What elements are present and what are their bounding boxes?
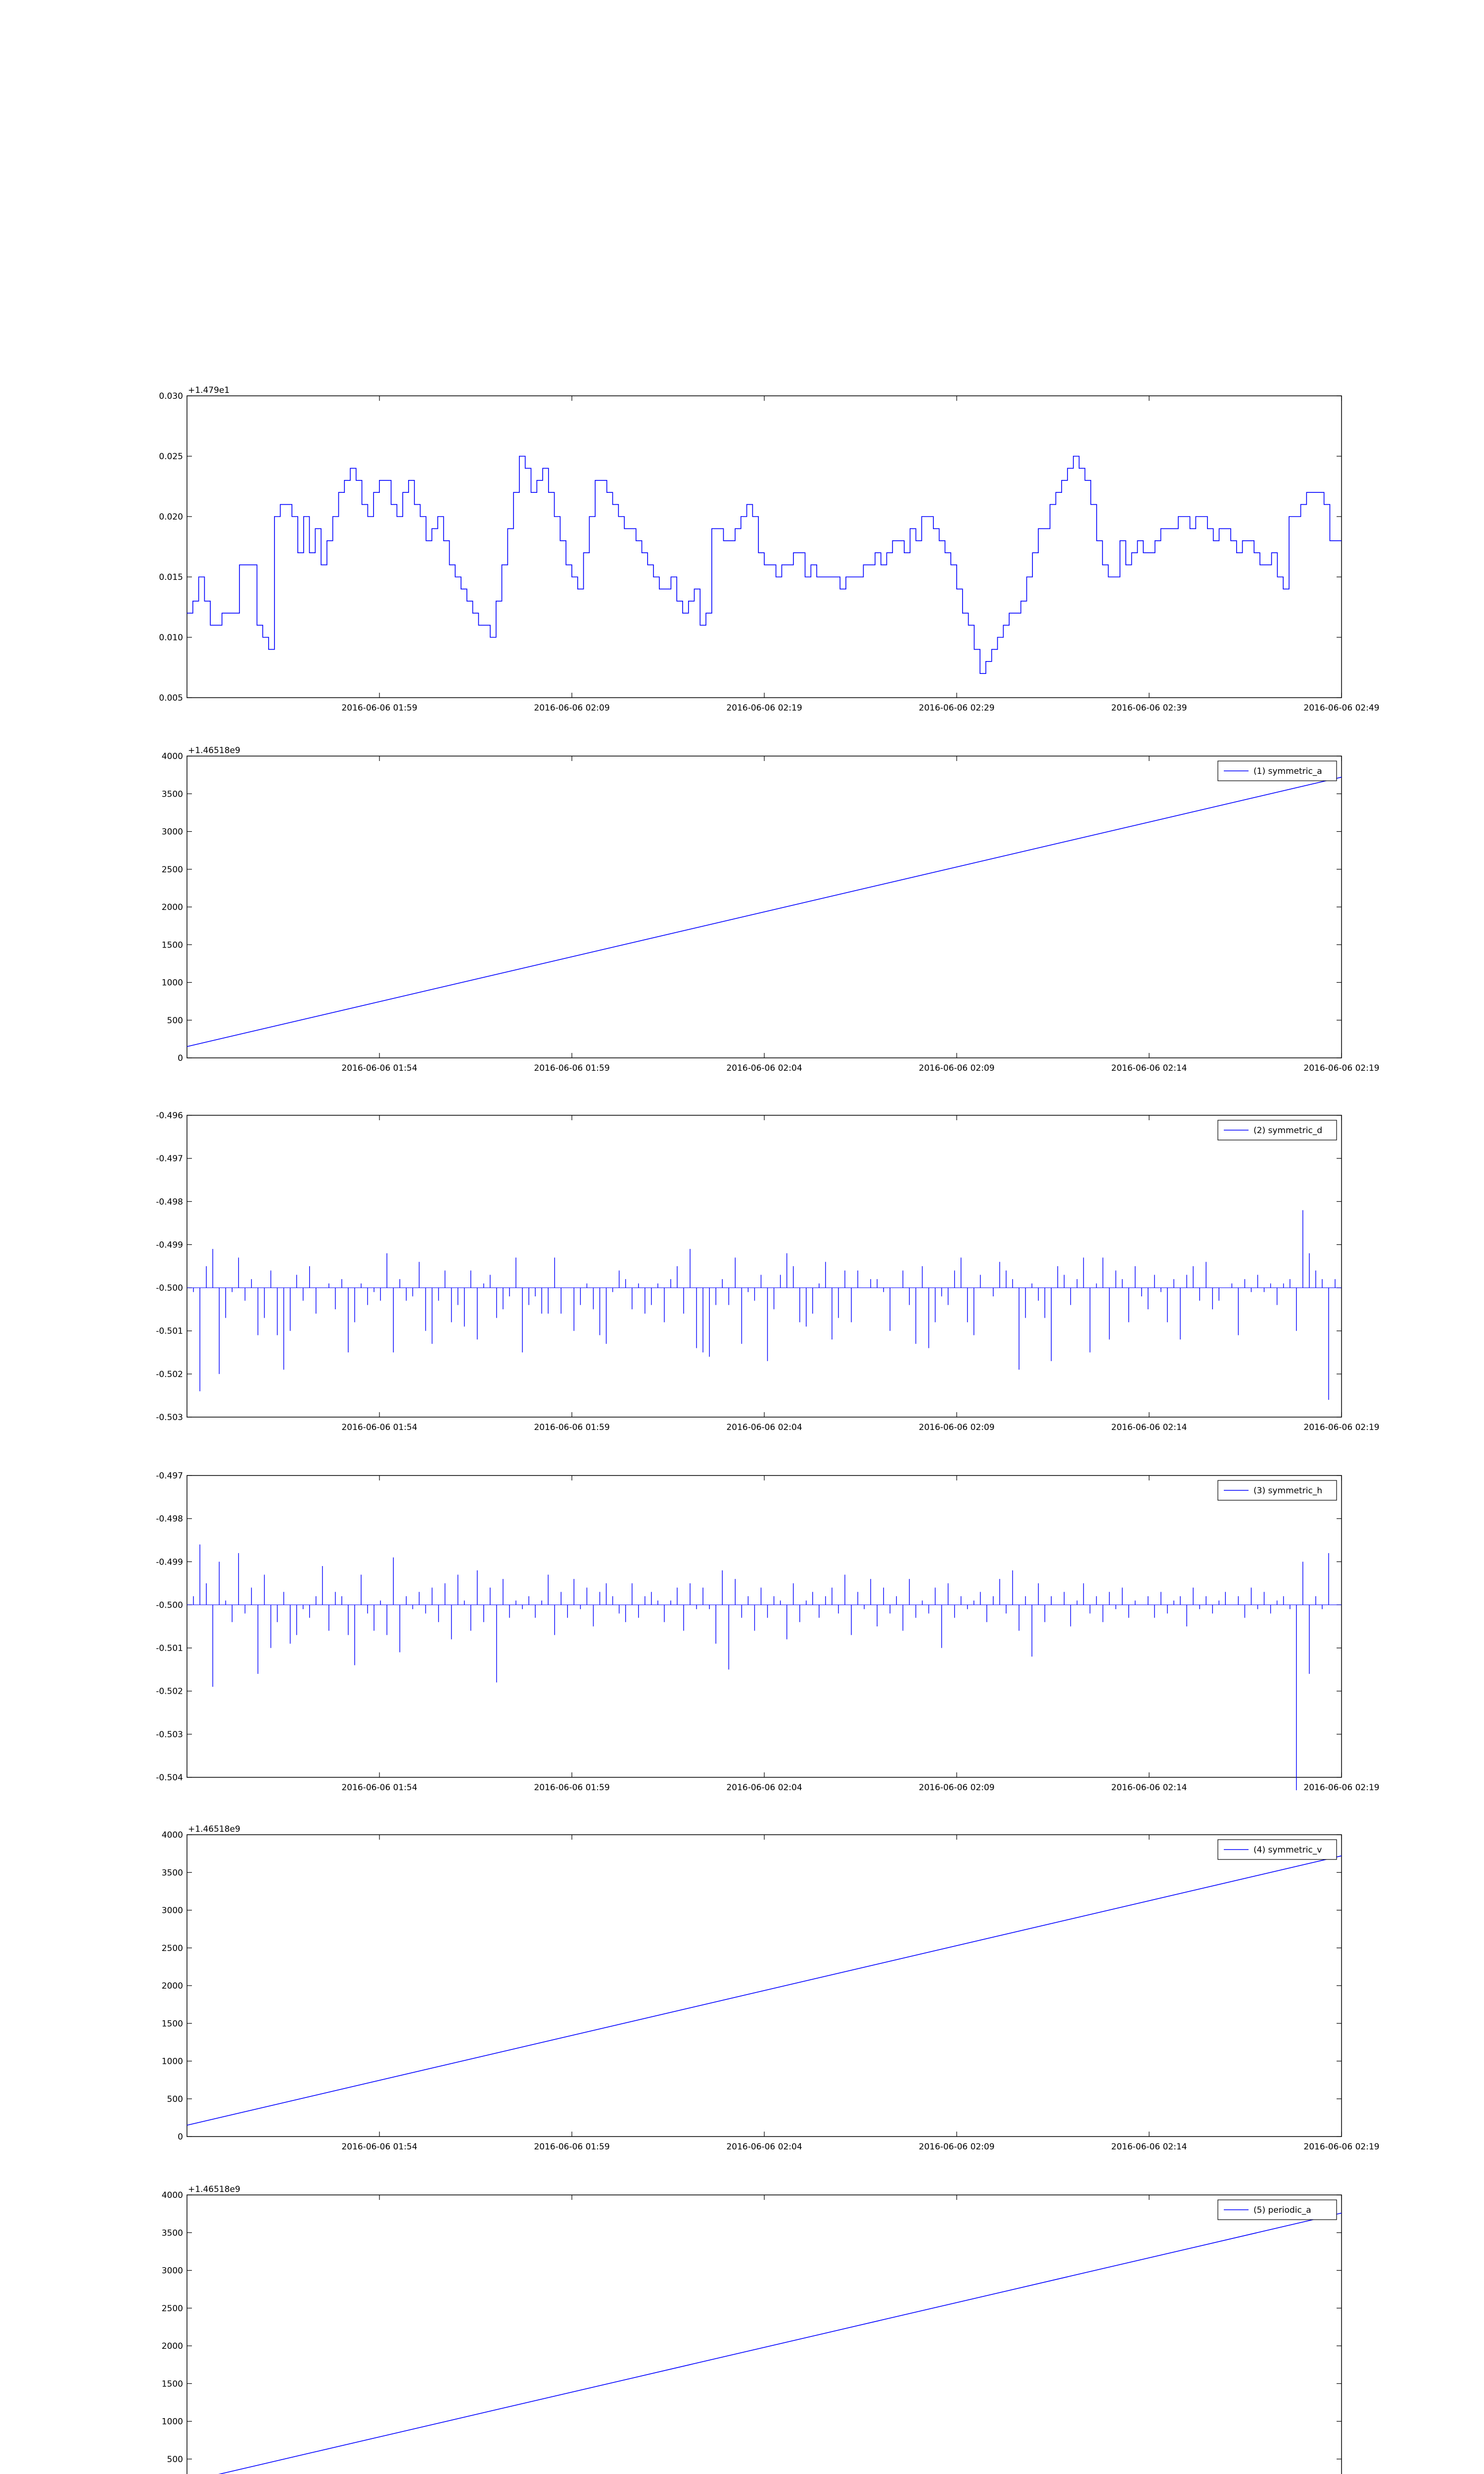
- y-tick-label: -0.502: [156, 1369, 183, 1380]
- x-tick-label: 2016-06-06 01:54: [341, 1423, 417, 1432]
- y-tick-label: 4000: [161, 1830, 183, 1840]
- y-tick-label: -0.498: [156, 1197, 183, 1207]
- x-tick-label: 2016-06-06 01:59: [534, 1063, 610, 1073]
- x-tick-label: 2016-06-06 02:04: [726, 1783, 802, 1793]
- y-tick-label: -0.503: [156, 1413, 183, 1423]
- y-tick-label: 4000: [161, 2190, 183, 2200]
- y-tick-label: -0.502: [156, 1686, 183, 1697]
- y-tick-label: 0: [178, 2132, 183, 2142]
- y-tick-label: 0.015: [159, 572, 183, 582]
- legend-label: (4) symmetric_v: [1253, 1845, 1322, 1855]
- x-tick-label: 2016-06-06 02:19: [1303, 2142, 1380, 2152]
- legend-label: (5) periodic_a: [1253, 2205, 1311, 2215]
- y-tick-label: 1000: [161, 2417, 183, 2427]
- axis-offset-label: +1.479e1: [188, 385, 230, 395]
- x-tick-label: 2016-06-06 02:09: [919, 1063, 995, 1073]
- y-tick-label: 2500: [161, 1943, 183, 1953]
- y-tick-label: 0.005: [159, 693, 183, 703]
- y-tick-label: -0.496: [156, 1111, 183, 1121]
- x-tick-label: 2016-06-06 02:14: [1111, 1063, 1187, 1073]
- y-tick-label: 1500: [161, 940, 183, 951]
- x-tick-label: 2016-06-06 02:14: [1111, 2142, 1187, 2152]
- x-tick-label: 2016-06-06 02:19: [1303, 1063, 1380, 1073]
- x-tick-label: 2016-06-06 02:19: [1303, 1783, 1380, 1793]
- x-tick-label: 2016-06-06 02:04: [726, 1423, 802, 1432]
- y-tick-label: -0.497: [156, 1471, 183, 1481]
- y-tick-label: -0.500: [156, 1600, 183, 1611]
- y-tick-label: 3000: [161, 827, 183, 837]
- y-tick-label: -0.499: [156, 1557, 183, 1568]
- y-tick-label: 500: [167, 2094, 183, 2104]
- x-tick-label: 2016-06-06 02:09: [919, 1783, 995, 1793]
- x-tick-label: 2016-06-06 02:04: [726, 1063, 802, 1073]
- x-tick-label: 2016-06-06 02:09: [534, 703, 610, 713]
- y-tick-label: 2500: [161, 864, 183, 875]
- y-tick-label: 500: [167, 2454, 183, 2465]
- y-tick-label: 2000: [161, 2341, 183, 2351]
- y-tick-label: 3000: [161, 1905, 183, 1916]
- y-tick-label: 0.030: [159, 391, 183, 401]
- y-tick-label: 1500: [161, 2379, 183, 2389]
- y-tick-label: 2500: [161, 2303, 183, 2314]
- x-tick-label: 2016-06-06 01:54: [341, 2142, 417, 2152]
- axis-offset-label: +1.46518e9: [188, 746, 240, 756]
- y-tick-label: 3500: [161, 789, 183, 800]
- y-tick-label: -0.501: [156, 1326, 183, 1336]
- y-tick-label: 3000: [161, 2266, 183, 2276]
- y-tick-label: 1500: [161, 2019, 183, 2029]
- x-tick-label: 2016-06-06 02:14: [1111, 1783, 1187, 1793]
- y-tick-label: 0.025: [159, 452, 183, 462]
- x-tick-label: 2016-06-06 02:09: [919, 2142, 995, 2152]
- x-tick-label: 2016-06-06 01:54: [341, 1783, 417, 1793]
- y-tick-label: 1000: [161, 2056, 183, 2067]
- legend-label: (3) symmetric_h: [1253, 1486, 1322, 1496]
- x-tick-label: 2016-06-06 02:14: [1111, 1423, 1187, 1432]
- y-tick-label: 2000: [161, 1981, 183, 1991]
- y-tick-label: -0.501: [156, 1643, 183, 1654]
- y-tick-label: 4000: [161, 752, 183, 761]
- y-tick-label: 2000: [161, 903, 183, 912]
- x-tick-label: 2016-06-06 02:09: [919, 1423, 995, 1432]
- x-tick-label: 2016-06-06 02:19: [1303, 1423, 1380, 1432]
- axis-offset-label: +1.46518e9: [188, 2185, 240, 2194]
- legend-label: (1) symmetric_a: [1253, 766, 1322, 776]
- y-tick-label: 3500: [161, 2228, 183, 2238]
- x-tick-label: 2016-06-06 01:59: [534, 1423, 610, 1432]
- y-tick-label: 1000: [161, 978, 183, 988]
- x-tick-label: 2016-06-06 02:04: [726, 2142, 802, 2152]
- x-tick-label: 2016-06-06 01:59: [534, 1783, 610, 1793]
- x-tick-label: 2016-06-06 02:49: [1303, 703, 1380, 713]
- y-tick-label: 0.020: [159, 512, 183, 522]
- y-tick-label: -0.504: [156, 1773, 183, 1783]
- y-tick-label: 0: [178, 1053, 183, 1063]
- y-tick-label: -0.503: [156, 1729, 183, 1740]
- x-tick-label: 2016-06-06 01:59: [534, 2142, 610, 2152]
- axis-offset-label: +1.46518e9: [188, 1824, 240, 1834]
- x-tick-label: 2016-06-06 02:29: [919, 703, 995, 713]
- y-tick-label: 500: [167, 1015, 183, 1026]
- y-tick-label: 0.010: [159, 633, 183, 643]
- x-tick-label: 2016-06-06 02:39: [1111, 703, 1187, 713]
- y-tick-label: -0.500: [156, 1283, 183, 1293]
- y-tick-label: -0.499: [156, 1240, 183, 1250]
- x-tick-label: 2016-06-06 01:59: [341, 703, 417, 713]
- x-tick-label: 2016-06-06 01:54: [341, 1063, 417, 1073]
- y-tick-label: 3500: [161, 1868, 183, 1878]
- x-tick-label: 2016-06-06 02:19: [726, 703, 802, 713]
- legend-label: (2) symmetric_d: [1253, 1126, 1322, 1136]
- y-tick-label: -0.497: [156, 1154, 183, 1164]
- y-tick-label: -0.498: [156, 1514, 183, 1524]
